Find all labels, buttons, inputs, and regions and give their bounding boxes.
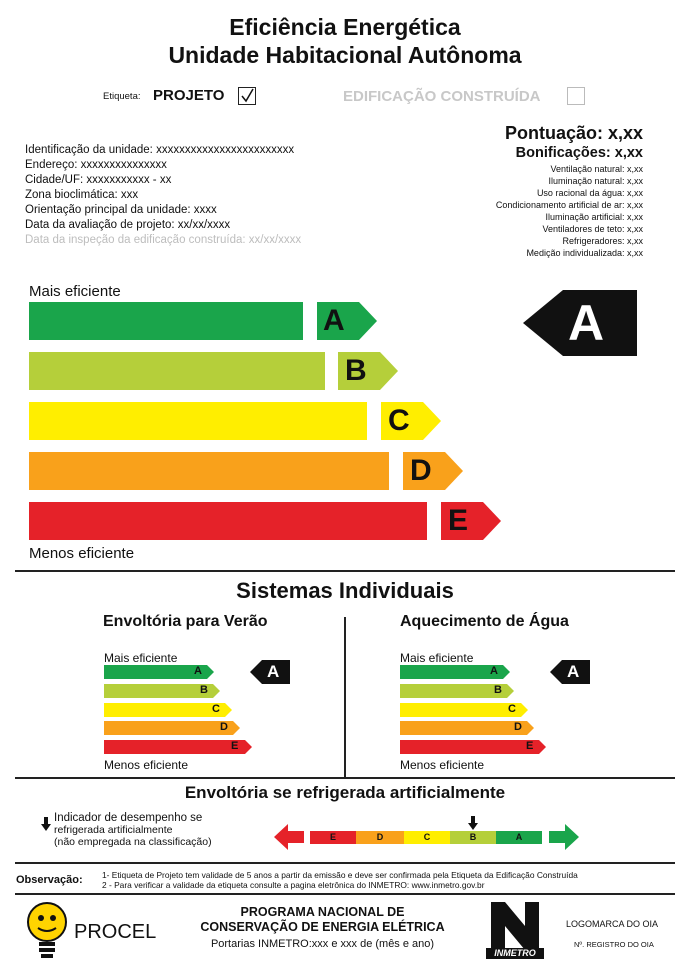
score-item: Condicionamento artificial de ar: x,xx	[495, 200, 643, 210]
refrigerada-title: Envoltória se refrigerada artificialmente	[184, 783, 506, 802]
aquecimento-most: Mais eficiente	[400, 651, 474, 665]
scale-letter-a: A	[323, 304, 345, 337]
title-line-1: Eficiência Energética	[229, 14, 461, 40]
procel-logo-icon	[24, 900, 70, 962]
indicator-line-1: Indicador de desempenho se	[54, 812, 203, 824]
pontuacao: Pontuação: x,xx	[504, 123, 643, 143]
id-line: Identificação da unidade: xxxxxxxxxxxxxxxxxxxxxxxx	[25, 144, 295, 156]
h-segment-e: E	[310, 831, 356, 844]
title-line-2: Unidade Habitacional Autônoma	[168, 42, 522, 68]
divider	[15, 862, 675, 864]
check-icon	[238, 87, 256, 105]
id-line: Data da avaliação de projeto: xx/xx/xxxx	[25, 219, 231, 231]
systems-title: Sistemas Individuais	[236, 578, 454, 603]
id-line: Cidade/UF: xxxxxxxxxxx - xx	[25, 174, 172, 186]
h-segment-c: C	[404, 831, 450, 844]
env-letter-c: C	[212, 703, 220, 715]
h-segment-b: B	[450, 831, 496, 844]
observacao-label: Observação:	[16, 874, 83, 886]
scale-bar-b	[29, 352, 325, 390]
envoltoria-most: Mais eficiente	[104, 651, 178, 665]
observacao-line-1: 1- Etiqueta de Projeto tem validade de 5 anos a partir da emissão e deve ser confirmada pela Etiqueta da Edificação Construída	[102, 870, 578, 880]
inmetro-logo-icon	[491, 902, 539, 950]
oia-logo-text: LOGOMARCA DO OIA	[566, 919, 659, 929]
aq-bar-a	[400, 665, 486, 679]
scale-letter-c: C	[388, 404, 410, 437]
score-item: Iluminação natural: x,xx	[548, 176, 643, 186]
id-line: Endereço: xxxxxxxxxxxxxxx	[25, 159, 167, 171]
least-efficient-label: Menos eficiente	[29, 545, 135, 562]
scale-bar-c	[29, 402, 367, 440]
divider	[15, 777, 675, 779]
aq-bar-d	[400, 721, 510, 735]
envoltoria-title: Envoltória para Verão	[103, 613, 268, 630]
identification-block	[25, 143, 301, 248]
oia-registro-text: Nº. REGISTRO DO OIA	[574, 940, 654, 949]
construida-checkbox	[567, 87, 585, 105]
etiqueta-label: Etiqueta:	[103, 91, 141, 102]
aquecimento-least: Menos eficiente	[400, 758, 485, 772]
scale-letter-d: D	[410, 454, 432, 487]
left-red-arrow	[274, 824, 304, 850]
down-arrow-icon	[41, 817, 51, 831]
env-bar-d	[104, 721, 216, 735]
portarias: Portarias INMETRO:xxx e xxx de (mês e ano)	[210, 938, 435, 950]
most-efficient-label: Mais eficiente	[29, 283, 121, 300]
h-segment-a: A	[496, 831, 542, 844]
score-item: Ventilação natural: x,xx	[550, 164, 643, 174]
scale-bar-e	[29, 502, 427, 540]
score-item: Refrigeradores: x,xx	[562, 236, 643, 246]
score-block	[496, 122, 643, 259]
env-letter-b: B	[200, 684, 208, 696]
scale-bar-d	[29, 452, 389, 490]
score-item: Iluminação artificial: x,xx	[545, 212, 643, 222]
aq-bar-b	[400, 684, 490, 698]
indicator-line-3: (não empregada na classificação)	[54, 836, 212, 848]
indicator-line-2: refrigerada artificialmente	[54, 824, 173, 836]
aq-letter-e: E	[526, 740, 534, 752]
h-segment-d: D	[356, 831, 404, 844]
env-letter-e: E	[231, 740, 239, 752]
id-line: Orientação principal da unidade: xxxx	[25, 204, 217, 216]
env-letter-a: A	[194, 665, 202, 677]
envoltoria-least: Menos eficiente	[104, 758, 189, 772]
aq-letter-b: B	[494, 684, 502, 696]
aq-letter-c: C	[508, 703, 516, 715]
projeto-label: PROJETO	[153, 87, 225, 104]
env-bar-c	[104, 703, 208, 717]
scale-bar-a	[29, 302, 303, 340]
env-letter-d: D	[220, 721, 228, 733]
inmetro-label: INMETRO	[486, 948, 544, 959]
observacao-line-2: 2 - Para verificar a validade da etiqueta consulte a pagina eletrônica do INMETRO: www.inmetro.gov.br	[102, 880, 485, 890]
aquecimento-rating-letter: A	[567, 662, 580, 681]
divider	[15, 570, 675, 572]
score-item: Ventiladores de teto: x,xx	[542, 224, 643, 234]
aquecimento-title: Aquecimento de Água	[400, 613, 569, 630]
scale-letter-e: E	[448, 504, 469, 537]
procel-label: PROCEL	[74, 921, 157, 943]
aq-letter-a: A	[490, 665, 498, 677]
aq-bar-e	[400, 740, 522, 754]
scale-letter-b: B	[345, 354, 367, 387]
id-line: Zona bioclimática: xxx	[25, 189, 139, 201]
right-green-arrow	[549, 824, 579, 850]
score-item: Medição individualizada: x,xx	[526, 248, 643, 258]
env-bar-e	[104, 740, 228, 754]
envoltoria-rating-letter: A	[267, 662, 280, 681]
inspection-line: Data da inspeção da edificação construída: xx/xx/xxxx	[25, 234, 302, 246]
systems-divider	[344, 617, 346, 777]
aq-bar-c	[400, 703, 504, 717]
bonificacoes: Bonificações: x,xx	[515, 145, 643, 161]
construida-label: EDIFICAÇÃO CONSTRUÍDA	[343, 88, 541, 105]
program-line-2: CONSERVAÇÃO DE ENERGIA ELÉTRICA	[200, 920, 445, 934]
aq-letter-d: D	[514, 721, 522, 733]
env-bar-a	[104, 665, 190, 679]
score-item: Uso racional da água: x,xx	[536, 188, 643, 198]
program-line-1: PROGRAMA NACIONAL DE	[240, 905, 405, 919]
env-bar-b	[104, 684, 196, 698]
divider	[15, 893, 675, 895]
projeto-checkbox	[238, 87, 256, 105]
marker-arrow-icon	[468, 816, 478, 830]
rating-letter: A	[568, 295, 605, 351]
